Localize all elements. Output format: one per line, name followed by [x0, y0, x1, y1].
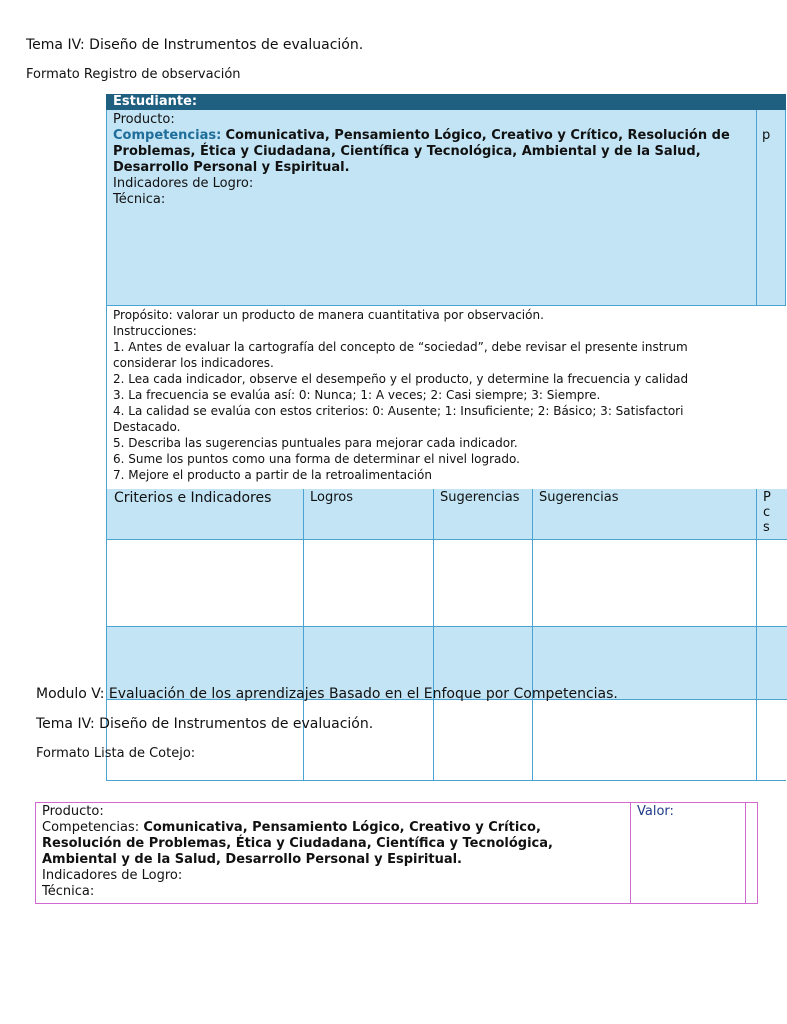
cut-off-text: p	[762, 128, 771, 143]
format-subtitle-2: Formato Lista de Cotejo:	[36, 746, 196, 761]
instruction-line: 7. Mejore el producto a partir de la retroalimentación	[113, 468, 432, 482]
table-row	[107, 539, 787, 626]
column-divider	[630, 803, 631, 903]
instruction-line: Instrucciones:	[113, 324, 197, 338]
column-line	[756, 489, 757, 780]
indicators-label: Indicadores de Logro:	[113, 176, 254, 191]
technique-label-2: Técnica:	[42, 884, 95, 899]
grid-header-row	[107, 489, 787, 539]
instruction-line: 6. Sume los puntos como una forma de determinar el nivel logrado.	[113, 452, 520, 466]
fragment-char: c	[763, 505, 771, 520]
instruction-line: considerar los indicadores.	[113, 356, 274, 370]
format-subtitle: Formato Registro de observación	[26, 67, 241, 82]
student-header: Estudiante:	[106, 94, 786, 110]
competencies-line: Resolución de Problemas, Ética y Ciudadana, Científica y Tecnológica,	[42, 836, 553, 851]
competencies-list: Comunicativa, Pensamiento Lógico, Creativo y Crítico, Resolución de Problemas, Ética y Ciudadana, Científica y Tecnológica, Ambiental y de la Salud, Desarrollo Personal y Espiritual.	[113, 128, 730, 175]
competencies-label: Competencias:	[113, 128, 222, 143]
competencies-text	[113, 128, 753, 176]
product-label-2: Producto:	[42, 804, 104, 819]
instructions-block	[106, 306, 786, 489]
instruction-line: 5. Describa las sugerencias puntuales para mejorar cada indicador.	[113, 436, 518, 450]
product-info-block	[106, 110, 786, 306]
fragment-char: s	[763, 520, 770, 535]
indicators-label-2: Indicadores de Logro:	[42, 868, 183, 883]
competencies-text-2	[42, 820, 626, 836]
column-line	[532, 489, 533, 780]
instruction-line: 2. Lea cada indicador, observe el desempeño y el producto, y determine la frecuencia y calidad	[113, 372, 689, 386]
instruction-line: Propósito: valorar un producto de manera cuantitativa por observación.	[113, 308, 544, 322]
fragment-char: P	[763, 490, 771, 505]
table-row	[107, 699, 787, 780]
value-label: Valor:	[637, 804, 674, 819]
column-divider	[745, 803, 746, 903]
product-label: Producto:	[113, 112, 175, 127]
competencies-label-2: Competencias:	[42, 820, 140, 835]
instruction-line: 3. La frecuencia se evalúa así: 0: Nunca; 1: A veces; 2: Casi siempre; 3: Siempre.	[113, 388, 601, 402]
criteria-grid	[106, 489, 786, 781]
column-divider	[756, 110, 757, 305]
module-title: Modulo V: Evaluación de los aprendizajes Basado en el Enfoque por Competencias.	[36, 686, 618, 702]
checklist-table	[35, 802, 758, 904]
section-title: Tema IV: Diseño de Instrumentos de evaluación.	[36, 716, 374, 732]
column-header: Logros	[310, 490, 354, 505]
instruction-line: Destacado.	[113, 420, 181, 434]
column-header: Sugerencias	[440, 490, 520, 505]
instruction-line: 1. Antes de evaluar la cartografía del concepto de “sociedad”, debe revisar el presente instrum	[113, 340, 688, 354]
column-header-fragment	[763, 490, 771, 535]
column-header: Sugerencias	[539, 490, 619, 505]
instruction-line: 4. La calidad se evalúa con estos criterios: 0: Ausente; 1: Insuficiente; 2: Básico; 3: Satisfactori	[113, 404, 684, 418]
checklist-info	[42, 804, 626, 900]
competencies-line: Ambiental y de la Salud, Desarrollo Personal y Espiritual.	[42, 852, 462, 867]
column-header: Criterios e Indicadores	[114, 490, 272, 506]
column-line	[303, 489, 304, 780]
page-title: Tema IV: Diseño de Instrumentos de evaluación.	[26, 37, 364, 53]
column-line	[433, 489, 434, 780]
competencies-line: Comunicativa, Pensamiento Lógico, Creativo y Crítico,	[143, 820, 541, 835]
technique-label: Técnica:	[113, 192, 166, 207]
